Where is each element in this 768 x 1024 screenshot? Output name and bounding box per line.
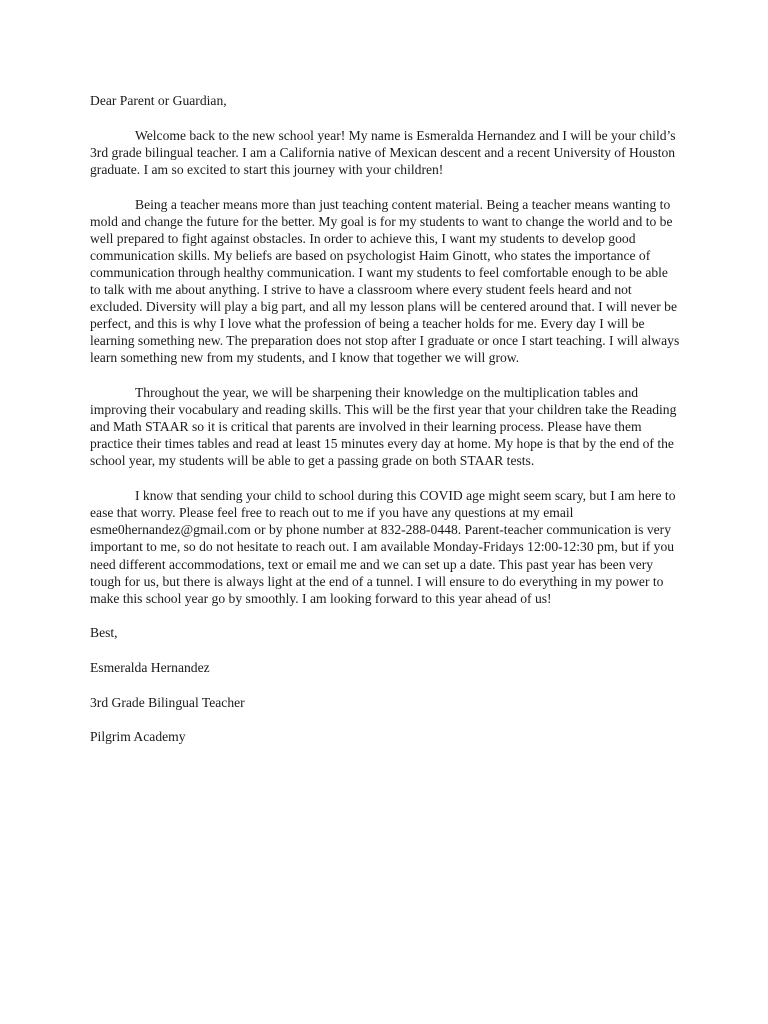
signature-name: Esmeralda Hernandez	[90, 660, 210, 676]
letter-greeting: Dear Parent or Guardian,	[90, 93, 227, 108]
signature-title: 3rd Grade Bilingual Teacher	[90, 694, 245, 710]
paragraph-contact: I know that sending your child to school during this COVID age might seem scary, but I am here to ease that worry. Please feel free to reach out to me if you have any questions at my email esme0hernandez@gmail.com or by phone number at 832-288-0448. Parent-teacher communication is very important to me, so do not hesitate to reach out. I am available Monday-Fridays 12:00-12:30 pm, but if you need different accommodations, text or email me and we can set up a date. This past year has been very tough for us, but there is always light at the end of a tunnel. I will ensure to do everything in my power to make this school year go by smoothly. I am looking forward to this year ahead of us!	[90, 488, 676, 606]
letter-body	[90, 92, 680, 763]
letter-closing: Best,	[90, 625, 118, 641]
paragraph-teaching-philosophy: Being a teacher means more than just teaching content material. Being a teacher means wanting to mold and change the future for the better. My goal is for my students to want to change the world and to be well prepared to fight against obstacles. In order to achieve this, I want my students to develop good communication skills. My beliefs are based on psychologist Haim Ginott, who states the importance of communication through healthy communication. I want my students to feel comfortable enough to be able to talk with me about anything. I strive to have a classroom where every student feels heard and not excluded. Diversity will play a big part, and all my lesson plans will be centered around that. I will never be perfect, and this is why I love what the profession of being a teacher holds for me. Every day I will be learning something new. The preparation does not stop after I graduate or once I start teaching. I will always learn something new from my students, and I know that together we will grow.	[90, 196, 680, 366]
paragraph-curriculum: Throughout the year, we will be sharpening their knowledge on the multiplication tables and improving their vocabulary and reading skills. This will be the first year that your children take the Reading and Math STAAR so it is critical that parents are involved in their learning process. Please have them practice their times tables and read at least 15 minutes every day at home. My hope is that by the end of the school year, my students will be able to get a passing grade on both STAAR tests.	[90, 385, 677, 469]
signature-school: Pilgrim Academy	[90, 729, 186, 745]
paragraph-welcome: Welcome back to the new school year! My name is Esmeralda Hernandez and I will be your child’s 3rd grade bilingual teacher. I am a California native of Mexican descent and a recent University of Houston graduate. I am so excited to start this journey with your children!	[90, 127, 676, 177]
